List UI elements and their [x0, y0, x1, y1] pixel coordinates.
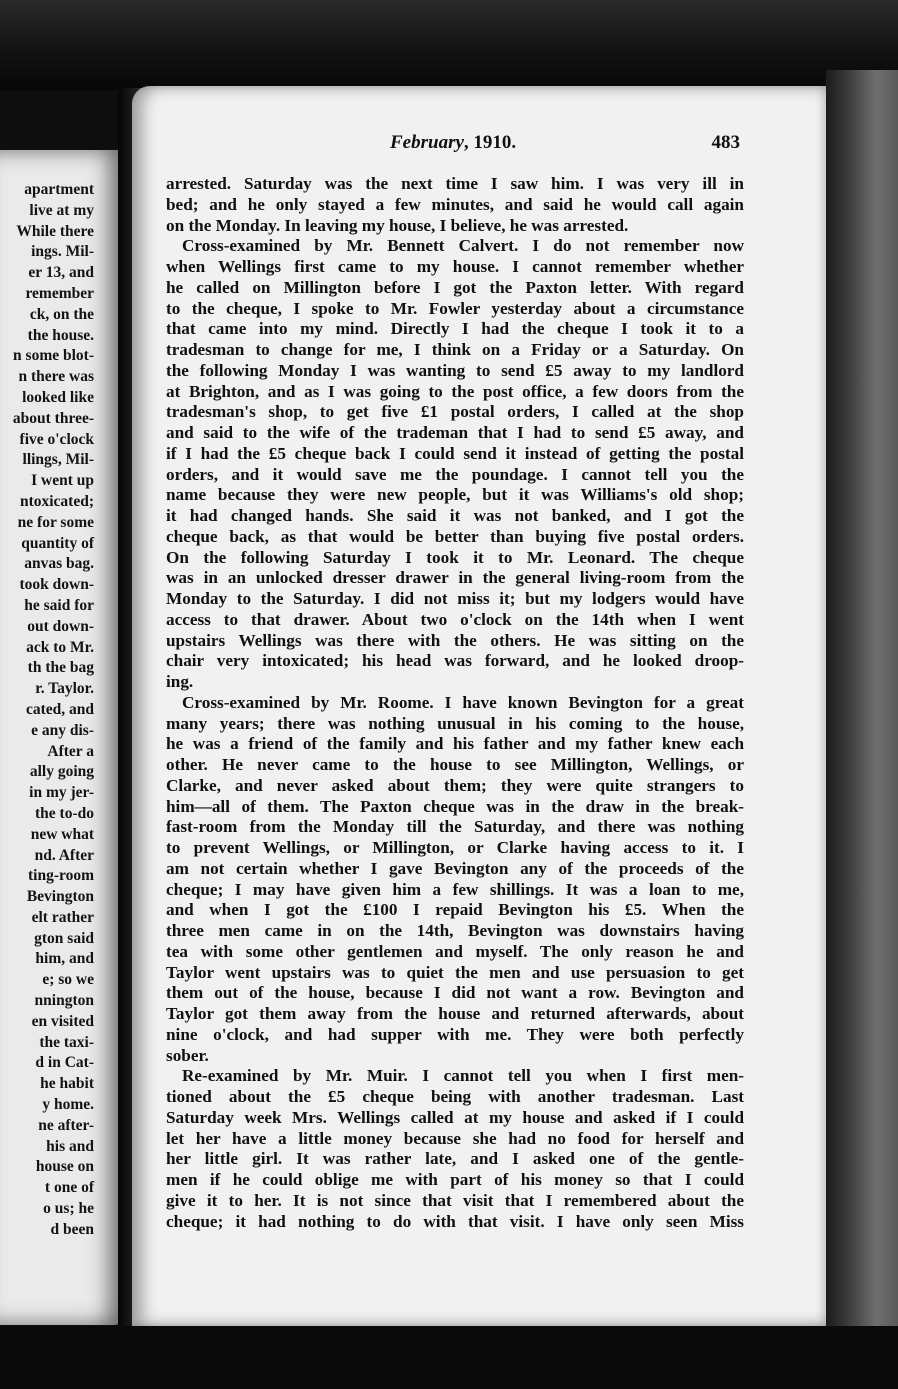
body-line: he called on Millington before I got the Paxton letter. With regard	[166, 277, 744, 297]
facing-page-line: y home.	[42, 1096, 94, 1114]
body-line: sober.	[166, 1045, 209, 1065]
body-line: at Brighton, and as I was going to the post office, a few doors from the	[166, 381, 744, 401]
facing-page-line: r. Taylor.	[35, 680, 94, 698]
facing-page-line: live at my	[29, 201, 94, 219]
facing-page-line: he habit	[40, 1075, 94, 1093]
facing-page-line: the to-do	[35, 804, 94, 822]
facing-page-line: ally going	[29, 763, 94, 781]
page-483	[132, 86, 826, 1326]
body-line: let her have a little money because she had no food for herself and	[166, 1128, 744, 1148]
film-border-top	[0, 0, 898, 90]
body-line: to prevent Wellings, or Millington, or Clarke having access to it. I	[166, 838, 744, 857]
facing-page-line: ck, on the	[29, 305, 94, 323]
running-header	[132, 132, 826, 156]
facing-page-line: about three-	[12, 409, 94, 427]
body-line: cheque; I may have given him a few shillings. It was a loan to me,	[166, 879, 744, 899]
facing-page-line: five o'clock	[19, 430, 94, 448]
facing-page-line: I went up	[31, 472, 94, 490]
body-line: many years; there was nothing unusual in his coming to the house,	[166, 713, 744, 733]
body-line: cheque; it had nothing to do with that visit. I have only seen Miss	[166, 1211, 744, 1231]
body-line: Cross-examined by Mr. Roome. I have known Bevington for a great	[182, 692, 744, 712]
body-line: was in an unlocked dresser drawer in the general living-room from the	[166, 568, 744, 588]
body-line: cheque back, as that would be better than buying five postal orders.	[166, 526, 744, 546]
header-year: , 1910.	[463, 132, 517, 153]
facing-page-line: he said for	[24, 596, 94, 614]
facing-page-line: n there was	[18, 368, 94, 386]
facing-page-line: the taxi-	[39, 1033, 94, 1051]
facing-page-line: out down-	[27, 617, 94, 635]
facing-page-line: ntoxicated;	[19, 492, 94, 510]
body-line: and when I got the £100 I repaid Bevington his £5. When the	[166, 900, 744, 920]
facing-page-line: d in Cat-	[35, 1054, 94, 1072]
film-border-bottom	[0, 1326, 898, 1389]
facing-page-left	[0, 150, 128, 1325]
body-line: when Wellings first came to my house. I cannot remember whether	[166, 257, 744, 276]
body-line: tradesman to change for me, I think on a Friday or a Saturday. On	[166, 340, 744, 359]
body-line: nine o'clock, and had supper with me. They were both perfectly	[166, 1024, 744, 1044]
body-line: Monday to the Saturday. I did not miss it; but my lodgers would have	[166, 589, 744, 608]
body-line: he was a friend of the family and his father and my father knew each	[166, 734, 744, 754]
body-line: Re-examined by Mr. Muir. I cannot tell you when I first men-	[182, 1066, 744, 1086]
body-line: the following Monday I was wanting to send £5 away to my landlord	[166, 360, 744, 380]
facing-page-line: While there	[16, 222, 94, 240]
facing-page-line: After a	[47, 742, 94, 760]
body-line: Cross-examined by Mr. Bennett Calvert. I do not remember now	[182, 236, 744, 256]
facing-page-line: e any dis-	[31, 721, 94, 739]
body-line: it had changed hands. She said it was not banked, and I got the	[166, 506, 744, 525]
body-line: am not certain whether I gave Bevington any of the proceeds of the	[166, 858, 744, 878]
facing-page-line: o us; he	[43, 1200, 94, 1218]
body-line: give it to her. It is not since that visit that I remembered about the	[166, 1190, 744, 1210]
facing-page-line: looked like	[22, 388, 94, 406]
facing-page-line: took down-	[19, 576, 94, 594]
facing-page-line: llings, Mil-	[22, 451, 94, 469]
body-line: ing.	[166, 672, 194, 691]
facing-page-line: elt rather	[31, 908, 94, 926]
facing-page-line: th the bag	[27, 659, 94, 677]
facing-page-line: cated, and	[25, 700, 94, 718]
body-line: and said to the wife of the trademan that I had to send £5 away, and	[166, 423, 744, 442]
facing-page-line: t one of	[44, 1179, 94, 1197]
facing-page-line: the house.	[27, 326, 94, 344]
facing-page-line: ne after-	[38, 1116, 94, 1134]
body-line: him—all of them. The Paxton cheque was in the draw in the break-	[166, 796, 744, 816]
body-line: On the following Saturday I took it to Mr. Leonard. The cheque	[166, 547, 744, 567]
facing-page-line: Bevington	[26, 888, 94, 906]
facing-page-line: new what	[30, 825, 94, 843]
body-line: to the cheque, I spoke to Mr. Fowler yesterday about a circumstance	[166, 298, 744, 318]
facing-page-line: anvas bag.	[24, 555, 94, 573]
facing-page-line: apartment	[24, 181, 94, 198]
facing-page-line: ne for some	[17, 513, 94, 531]
body-line: other. He never came to the house to see Millington, Wellings, or	[166, 755, 744, 774]
facing-page-line: quantity of	[21, 534, 94, 552]
body-line: Clarke, and never asked about them; they were quite strangers to	[166, 775, 744, 795]
facing-page-line: e; so we	[42, 971, 94, 989]
facing-page-line: remember	[25, 284, 94, 302]
header-month: February	[390, 132, 464, 153]
facing-page-line: nd. After	[34, 846, 94, 864]
facing-page-line: gton said	[34, 929, 94, 947]
facing-page-line: ings. Mil-	[31, 243, 94, 261]
facing-page-line: nnington	[34, 992, 94, 1010]
film-border-right	[826, 70, 898, 1389]
body-line: her little girl. It was rather late, and I asked one of the gentle-	[166, 1149, 744, 1169]
body-line: that came into my mind. Directly I had the cheque I took it to a	[166, 319, 744, 339]
facing-page-line: his and	[46, 1137, 94, 1155]
facing-page-text	[0, 180, 94, 1241]
body-line: fast-room from the Monday till the Saturday, and there was nothing	[166, 817, 744, 837]
body-line: men if he could oblige me with part of his money so that I could	[166, 1170, 744, 1189]
page-number: 483	[711, 132, 740, 153]
body-line: upstairs Wellings was there with the others. He was sitting on the	[166, 630, 744, 650]
body-line: bed; and he only stayed a few minutes, and said he would call again	[166, 194, 744, 214]
body-line: Taylor went upstairs was to quiet the men and use persuasion to get	[166, 962, 744, 982]
facing-page-line: ack to Mr.	[26, 638, 94, 656]
body-line: tea with some other gentlemen and myself. The only reason he and	[166, 941, 744, 961]
body-line: access to that drawer. About two o'clock on the 14th when I went	[166, 609, 744, 629]
body-line: Taylor got them away from the house and returned afterwards, about	[166, 1004, 744, 1023]
body-line: tradesman's shop, to get five £1 postal orders, I called at the shop	[166, 402, 744, 422]
body-line: arrested. Saturday was the next time I saw him. I was very ill in	[166, 174, 744, 193]
body-line: if I had the £5 cheque back I could send it instead of getting the postal	[166, 443, 744, 463]
body-line: tioned about the £5 cheque being with another tradesman. Last	[166, 1087, 744, 1106]
facing-page-line: in my jer-	[29, 784, 94, 802]
facing-page-line: d been	[50, 1220, 94, 1238]
facing-page-line: him, and	[35, 950, 94, 968]
facing-page-line: n some blot-	[13, 347, 94, 365]
body-line: on the Monday. In leaving my house, I believe, he was arrested.	[166, 215, 629, 235]
facing-page-line: house on	[35, 1158, 94, 1176]
page-body-text	[166, 174, 744, 1232]
facing-page-line: er 13, and	[28, 264, 94, 282]
body-line: them out of the house, because I did not want a row. Bevington and	[166, 983, 744, 1003]
facing-page-line: en visited	[31, 1012, 94, 1030]
body-line: orders, and it would save me the poundage. I cannot tell you the	[166, 464, 744, 484]
body-line: three men came in on the 14th, Bevington was downstairs having	[166, 921, 744, 940]
body-line: chair very intoxicated; his head was forward, and he looked droop-	[166, 651, 744, 671]
body-line: Saturday week Mrs. Wellings called at my house and asked if I could	[166, 1107, 744, 1127]
facing-page-line: ting-room	[27, 867, 94, 885]
header-date	[390, 132, 516, 154]
body-line: name because they were new people, but it was Williams's old shop;	[166, 485, 744, 505]
